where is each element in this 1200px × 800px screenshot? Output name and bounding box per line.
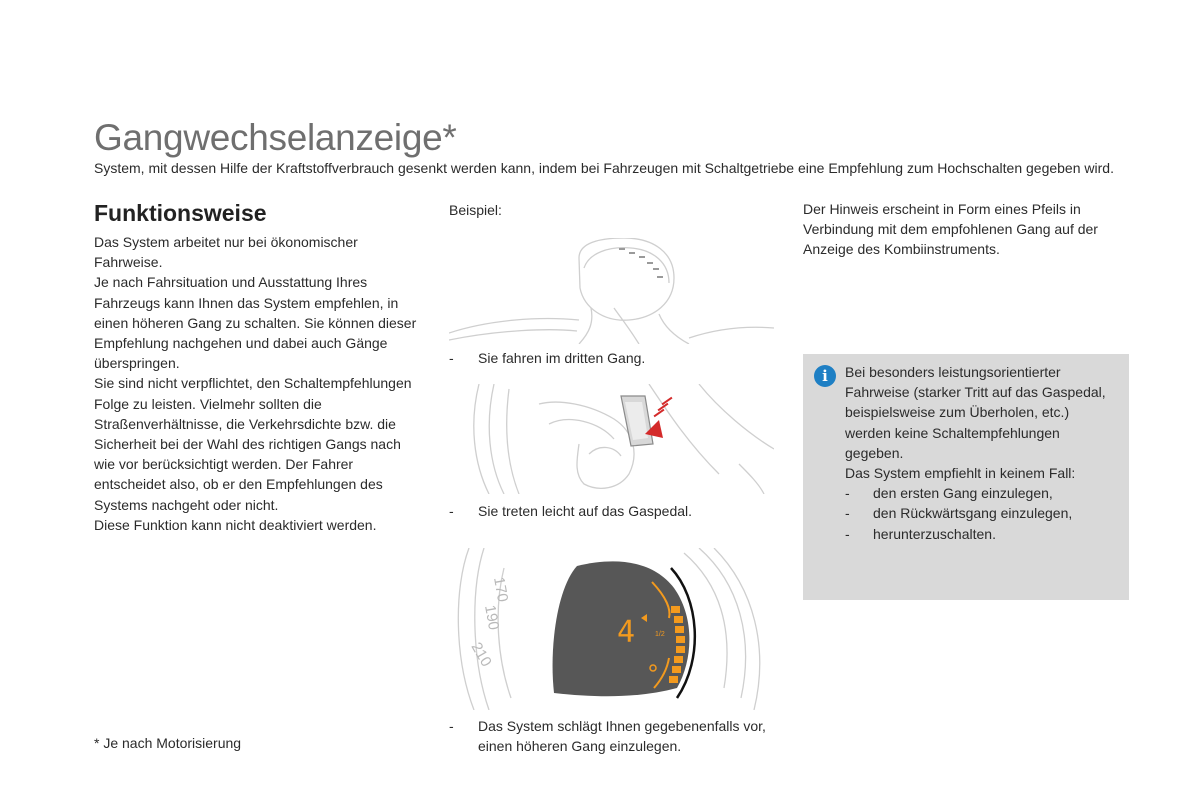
- caption-text: Sie fahren im dritten Gang.: [478, 350, 646, 366]
- example-label: Beispiel:: [449, 202, 502, 218]
- info-intro: Bei besonders leistungsorientierter Fahrweise (starker Tritt auf das Gaspedal, beispielsweise zum Überholen, etc.) werden keine Schaltempfehlungen gegeben.: [845, 364, 1106, 461]
- info-icon: i: [814, 365, 836, 387]
- speed-tick: 170: [490, 575, 512, 604]
- half-mark: 1/2: [655, 631, 665, 638]
- body-paragraph: Diese Funktion kann nicht deaktiviert werden.: [94, 516, 377, 533]
- list-text: den Rückwärtsgang einzulegen,: [873, 505, 1073, 522]
- page-title: Gangwechselanzeige*: [94, 117, 457, 158]
- footnote: * Je nach Motorisierung: [94, 735, 242, 751]
- body-paragraph: Das System arbeitet nur bei ökonomischer Fahrweise.: [94, 234, 358, 271]
- info-box: [803, 354, 1129, 600]
- caption-text: Sie treten leicht auf das Gaspedal.: [478, 503, 693, 519]
- speed-tick: 190: [481, 603, 503, 632]
- info-list: [845, 483, 1115, 544]
- pedal-illustration: [449, 384, 774, 494]
- caption-dash: -: [449, 718, 454, 734]
- info-lead: Das System empfiehlt in keinem Fall:: [845, 465, 1076, 482]
- list-item: [845, 503, 1115, 523]
- list-dash: -: [845, 505, 850, 522]
- section-heading: Funktionsweise: [94, 200, 267, 226]
- list-item: [845, 524, 1115, 544]
- list-text: den ersten Gang einzulegen,: [873, 485, 1053, 502]
- caption-dash: -: [449, 503, 454, 519]
- caption-dash: -: [449, 350, 454, 366]
- section-body: [94, 232, 424, 535]
- body-paragraph: Sie sind nicht verpflichtet, den Schaltempfehlungen Folge zu leisten. Vielmehr sollten die Straßenverhältnisse, die Verkehrsdichte bzw. die Sicherheit bei der Wahl des richtigen Gangs nach wie vor berücksichtigt werden. Der Fahrer entscheidet also, ob er den Empfehlungen des Systems nachgeht oder nicht.: [94, 375, 412, 513]
- instrument-cluster-illustration: [449, 548, 774, 710]
- caption-text: Das System schlägt Ihnen gegebenenfalls vor, einen höheren Gang einzulegen.: [478, 718, 766, 754]
- page-subtitle: System, mit dessen Hilfe der Kraftstoffverbrauch gesenkt werden kann, indem bei Fahrzeugen mit Schaltgetriebe eine Empfehlung zum Hochschalten gegeben wird.: [94, 160, 1114, 176]
- hint-text: Der Hinweis erscheint in Form eines Pfeils in Verbindung mit dem empfohlenen Gang auf der Anzeige des Kombiinstruments.: [803, 201, 1098, 258]
- list-dash: -: [845, 525, 850, 542]
- body-paragraph: Je nach Fahrsituation und Ausstattung Ihres Fahrzeugs kann Ihnen das System empfehlen, in einen höheren Gang zu schalten. Sie können dieser Empfehlung nachgehen und dabei auch Gänge überspringen.: [94, 274, 417, 372]
- example-caption: [449, 716, 779, 756]
- list-dash: -: [845, 485, 850, 502]
- example-caption: [449, 348, 645, 368]
- gear-indicator: 4: [617, 615, 636, 650]
- list-item: [845, 483, 1115, 503]
- example-caption: [449, 501, 692, 521]
- list-text: herunterzuschalten.: [873, 525, 996, 542]
- speed-tick: 210: [467, 639, 495, 670]
- gear-knob-illustration: [449, 238, 774, 344]
- info-content: [845, 362, 1115, 544]
